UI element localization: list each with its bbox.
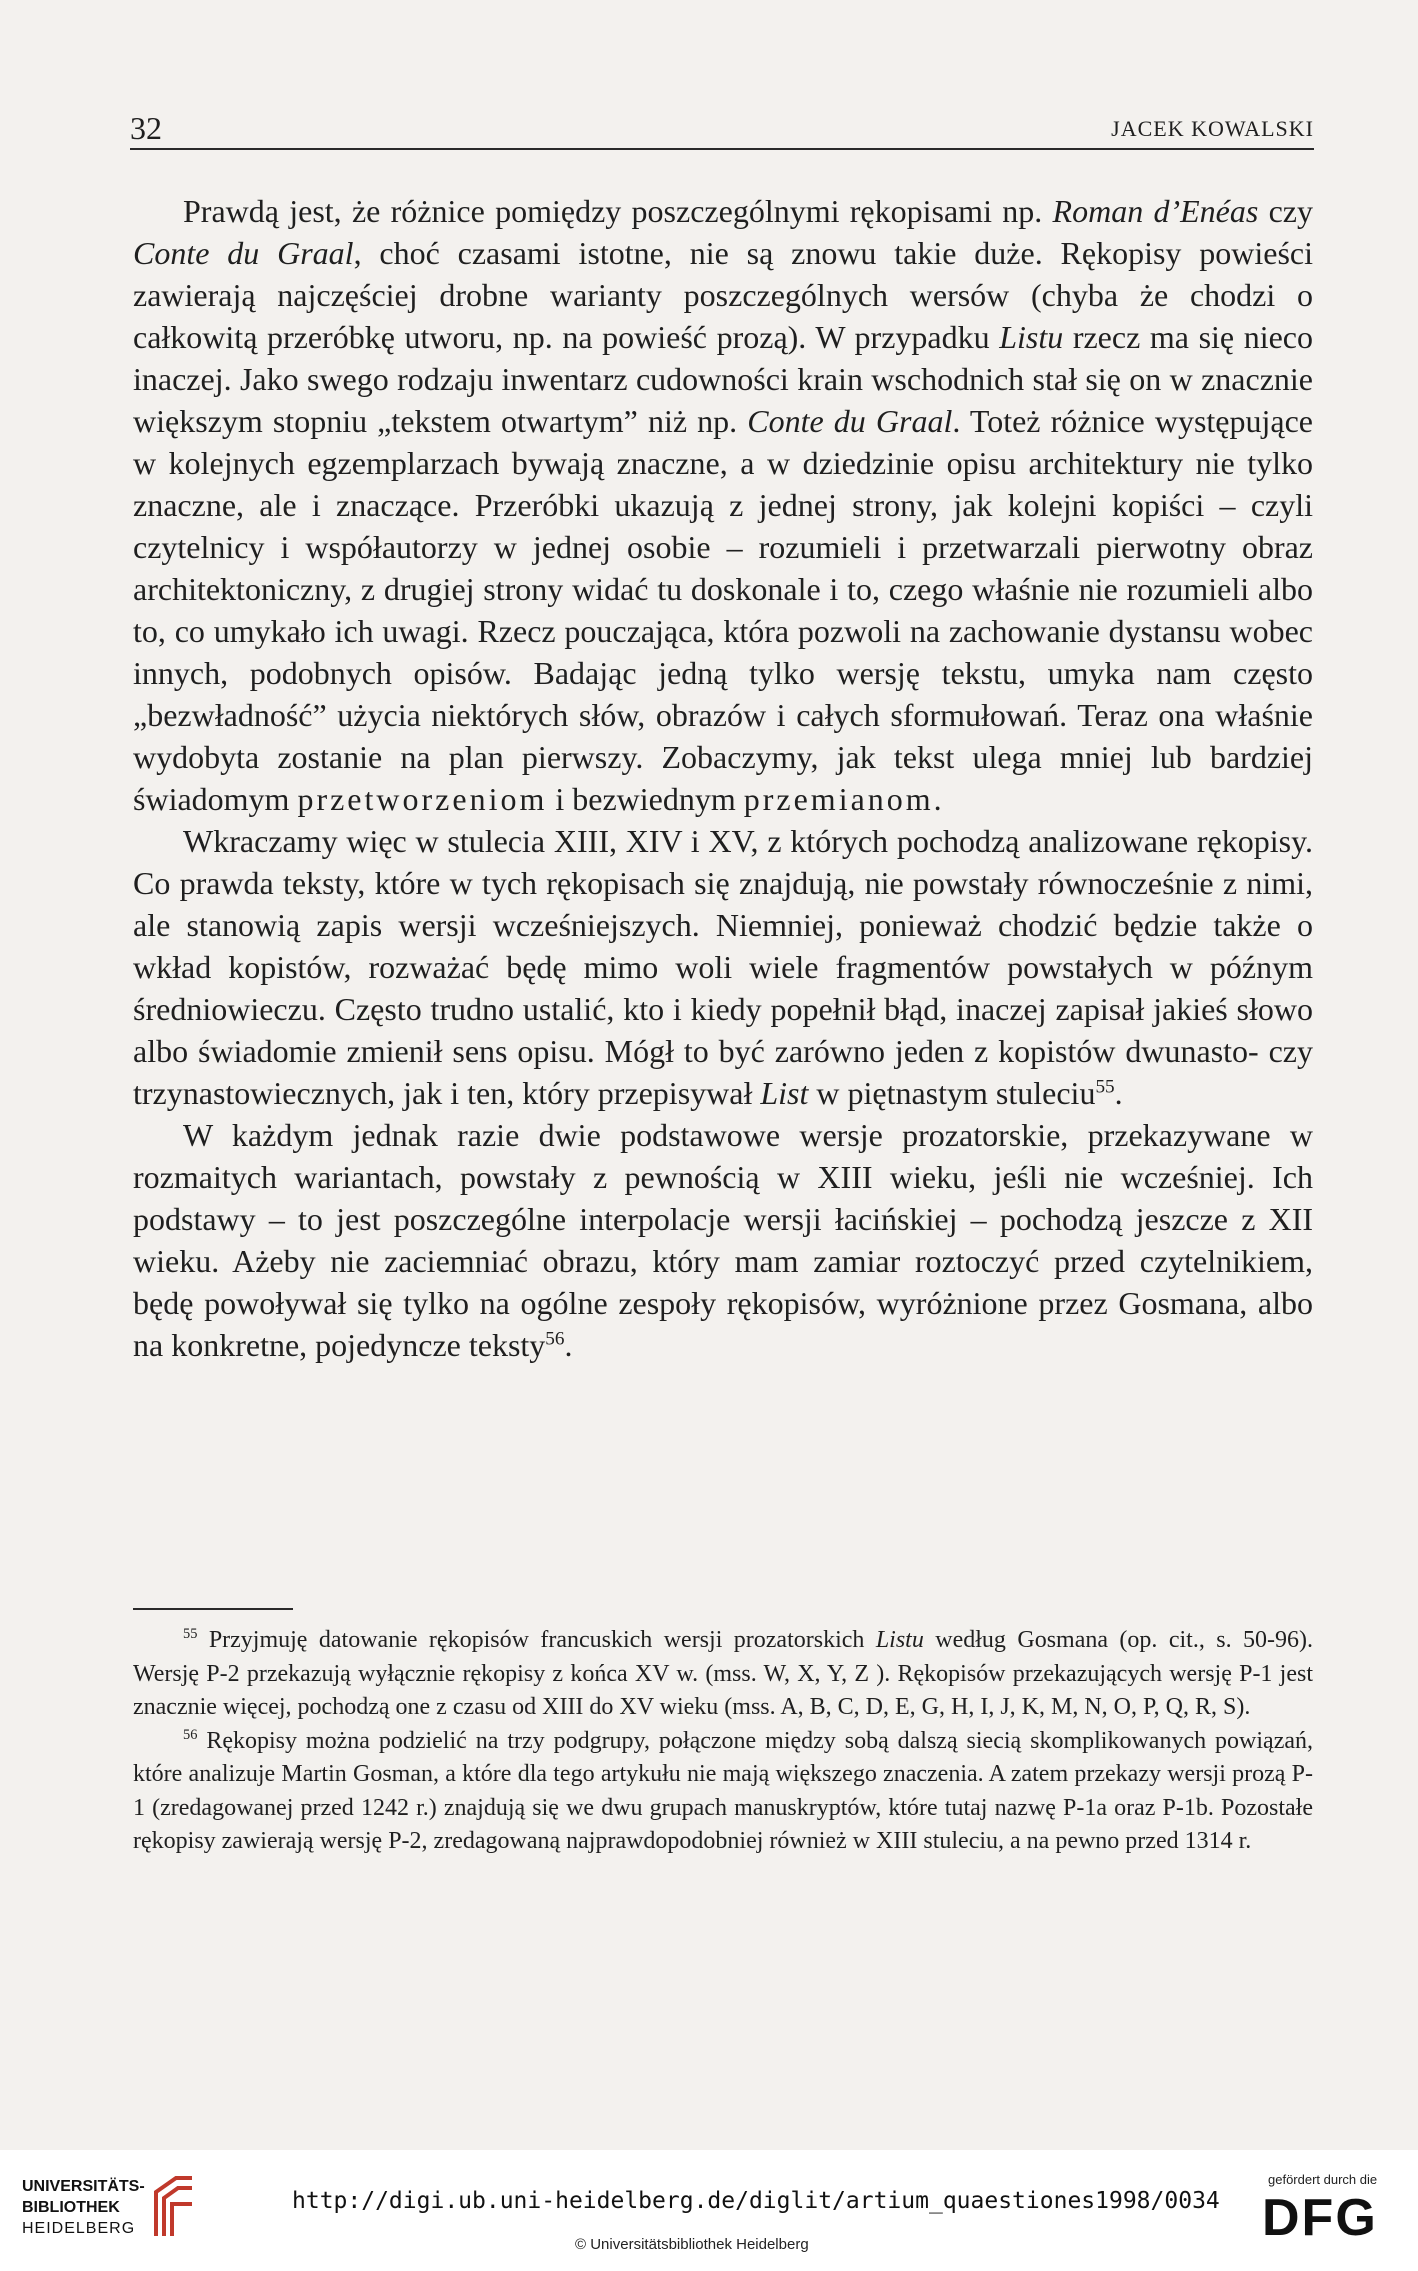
running-head [130, 110, 1314, 146]
footnote-number: 55 [183, 1626, 198, 1642]
footnote-55 [133, 1624, 1313, 1725]
footnotes [133, 1624, 1313, 1859]
footnote-ref-55[interactable]: 55 [1095, 1076, 1115, 1098]
text-run: . [1114, 1075, 1123, 1111]
footnote-rule [133, 1608, 293, 1610]
text-run: W każdym jednak razie dwie podstawowe wersje prozatorskie, przekazywane w rozmaitych wariantach, powstały z pewnością w XIII wieku, jeśli nie wcześniej. Ich podstawy – to jest poszczególne interpolacje wersji łacińskiej – pochodzą jeszcze z XII wieku. Ażeby nie zaciemniać obrazu, który mam zamiar roztoczyć przed czytelnikiem, będę powoływał się tylko na ogólne zespoły rękopisów, wyróżnione przez Gosmana, albo na konkretne, pojedyncze teksty [133, 1117, 1313, 1363]
footnote-ref-56[interactable]: 56 [545, 1328, 565, 1350]
library-logo-icon [148, 2172, 200, 2242]
italic-title: Conte du Graal [133, 235, 354, 271]
text-run: i bezwiednym [547, 781, 744, 817]
text-run: czy [1258, 193, 1314, 229]
library-name [22, 2176, 145, 2239]
paragraph-2 [133, 820, 1313, 1114]
text-run: . [564, 1327, 573, 1363]
italic-title: Conte du Graal [747, 403, 953, 439]
spaced-emphasis: przemianom [743, 781, 934, 817]
spaced-emphasis: przetworzeniom [297, 781, 548, 817]
paragraph-3 [133, 1114, 1313, 1366]
paragraph-1 [133, 190, 1313, 820]
text-run: , choć czasami istotne, nie są znowu takie duże. Rękopisy powieści zawierają najczęściej drobne warianty poszczególnych wersów (chyba że chodzi o całkowitą przeróbkę utworu, np. na powieść prozą). W przypadku [133, 235, 1313, 355]
permalink-url[interactable]: http://digi.ub.uni-heidelberg.de/diglit/artium_quaestiones1998/0034 [292, 2188, 1220, 2214]
library-name-line: BIBLIOTHEK [22, 2199, 120, 2216]
text-run: . [933, 781, 942, 817]
copyright-notice: © Universitätsbibliothek Heidelberg [575, 2236, 809, 2253]
body-text [133, 190, 1313, 1366]
text-run: w piętnastym stuleciu [808, 1075, 1096, 1111]
text-run: . Toteż różnice występujące w kolejnych egzemplarzach bywają znaczne, a w dziedzinie opisu architektury nie tylko znaczne, ale i znaczące. Przeróbki ukazują z jednej strony, jak kolejni kopiści – czyli czytelnicy i współautorzy w jednej osobie – rozumieli i przetwarzali pierwotny obraz architektoniczny, z drugiej strony widać tu doskonale i to, czego właśnie nie rozumieli albo to, co umykało ich uwagi. Rzecz pouczająca, która pozwoli na zachowanie dystansu wobec innych, podobnych opisów. Badając jedną tylko wersję tekstu, umyka nam często „bezwładność” użycia niektórych słów, obrazów i całych sformułowań. Teraz ona właśnie wydobyta zostanie na plan pierwszy. Zobaczymy, jak tekst ulega mniej lub bardziej świadomym [133, 403, 1314, 817]
text-run: Prawdą jest, że różnice pomiędzy poszczególnymi rękopisami np. [183, 193, 1053, 229]
text-run: Wkraczamy więc w stulecia XIII, XIV i XV, z których pochodzą analizowane rękopisy. Co prawda teksty, które w tych rękopisach się znajdują, nie powstały równocześnie z nimi, ale stanowią zapis wersji wcześniejszych. Niemniej, ponieważ chodzić będzie także o wkład kopistów, rozważać będę mimo woli wiele fragmentów powstałych w późnym średniowieczu. Często trudno ustalić, kto i kiedy popełnił błąd, inaczej zapisał jakieś słowo albo świadomie zmienił sens opisu. Mógł to być zarówno jeden z kopistów dwunasto- czy trzynastowiecznych, jak i ten, który przepisywał [133, 823, 1313, 1111]
header-rule [130, 148, 1314, 150]
italic-title: Listu [875, 1627, 924, 1653]
dfg-logo: DFG [1262, 2189, 1378, 2247]
italic-title: List [760, 1075, 809, 1111]
page-number: 32 [130, 110, 162, 146]
footnote-number: 56 [183, 1726, 198, 1743]
footnote-56 [133, 1725, 1313, 1859]
viewer-footer [0, 2150, 1418, 2271]
text-run: według Gosmana (op. cit., s. 50-96). Wersję P-2 przekazują wyłącznie rękopisy z końca XV w. (mss. W, X, Y, Z ). Rękopisów przekazujących wersję P-1 jest znacznie więcej, pochodzą one z czasu od XIII do XV wieku (mss. A, B, C, D, E, G, H, I, J, K, M, N, O, P, Q, R, S). [133, 1627, 1313, 1720]
italic-title: Listu [999, 319, 1064, 355]
text-run: Rękopisy można podzielić na trzy podgrupy, połączone między sobą dalszą siecią skomplikowanych powiązań, które analizuje Martin Gosman, a które dla tego artykułu nie mają większego znaczenia. A zatem przekazy wersji prozą P-1 (zredagowanej przed 1242 r.) znajdują się we dwu grupach manuskryptów, które tutaj nazwę P-1a oraz P-1b. Pozostałe rękopisy zawierają wersję P-2, zredagowaną najprawdopodobniej również w XIII stuleciu, a na pewno przed 1314 r. [133, 1727, 1313, 1854]
italic-title: Roman d’Enéas [1052, 193, 1259, 229]
running-head-author: JACEK KOWALSKI [1111, 116, 1314, 141]
text-run: rzecz ma się nieco inaczej. Jako swego rodzaju inwentarz cudowności krain wschodnich stał się on w znacznie większym stopniu „tekstem otwartym” niż np. [133, 319, 1314, 439]
funding-label: gefördert durch die [1268, 2172, 1378, 2187]
library-name-line: HEIDELBERG [22, 2220, 136, 2237]
text-run: Przyjmuję datowanie rękopisów francuskich wersji prozatorskich [197, 1627, 876, 1653]
library-name-line: UNIVERSITÄTS- [22, 2178, 145, 2195]
